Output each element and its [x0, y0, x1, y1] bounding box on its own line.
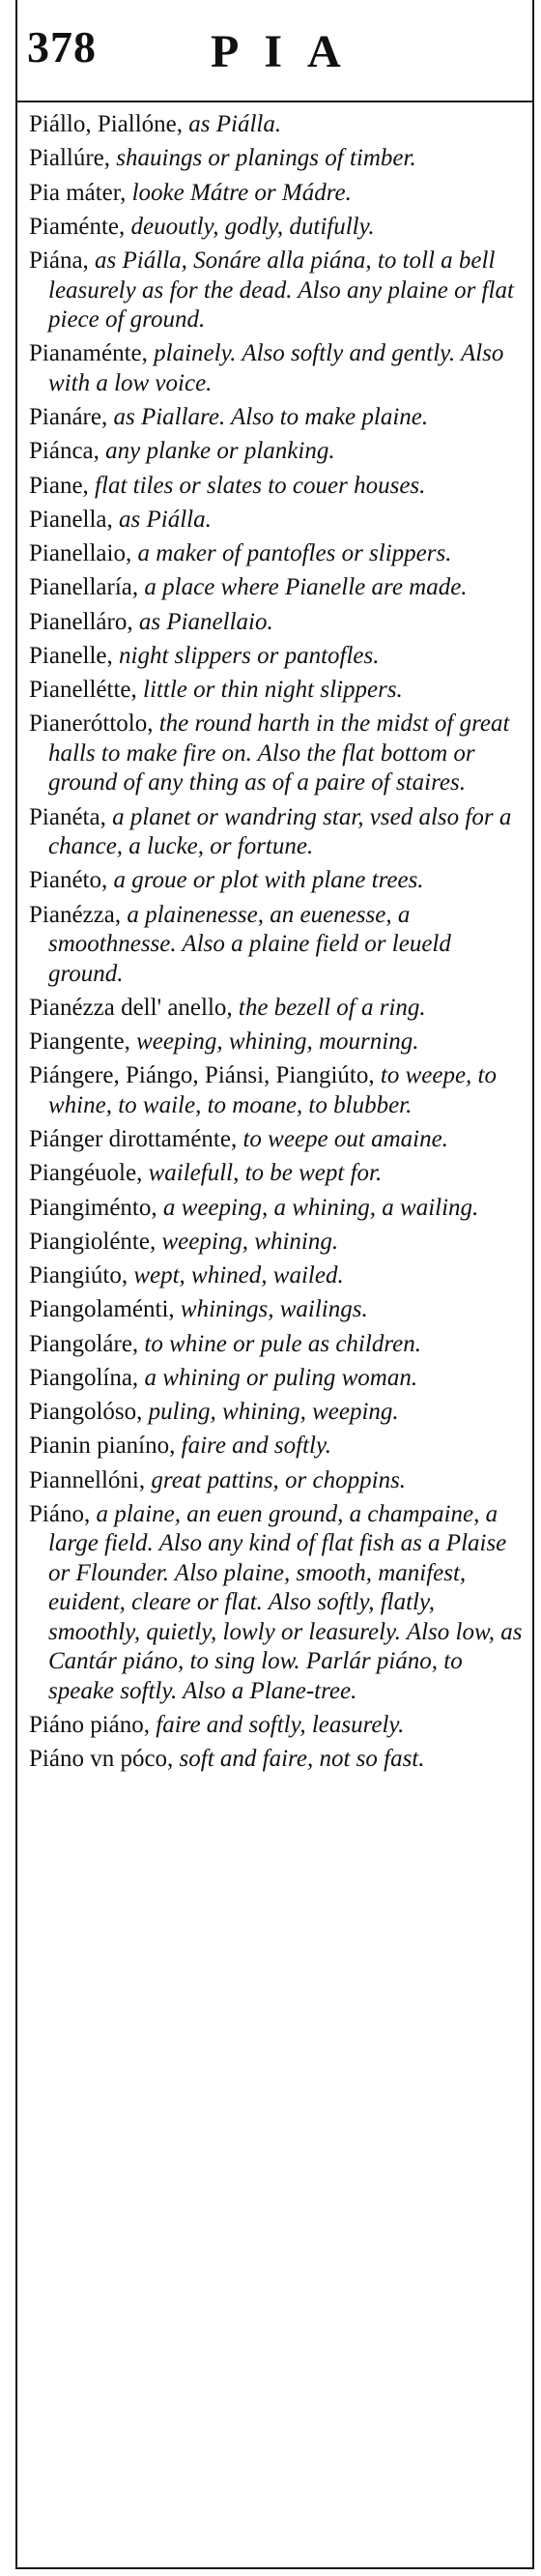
dictionary-entry: [29, 901, 527, 990]
entry-list: [29, 110, 527, 1780]
entry-headword: Pianáre,: [29, 404, 108, 430]
entry-headword: Piangolóso,: [29, 1399, 143, 1425]
dictionary-entry: [29, 1194, 527, 1224]
entry-headword: Pia máter,: [29, 179, 127, 206]
dictionary-entry: [29, 110, 527, 140]
dictionary-entry: [29, 179, 527, 209]
entry-headword: Piannellóni,: [29, 1466, 146, 1493]
entry-gloss: as Pianellaio.: [132, 608, 273, 635]
entry-gloss: great pattins, or choppins.: [145, 1466, 407, 1493]
dictionary-entry: [29, 1466, 527, 1496]
entry-gloss: any planke or planking.: [99, 438, 335, 465]
entry-headword: Piána,: [29, 247, 89, 274]
entry-gloss: faire and softly.: [175, 1433, 331, 1460]
dictionary-entry: [29, 1125, 527, 1155]
entry-gloss: weeping, whining.: [156, 1228, 339, 1255]
entry-headword: Pianellaría,: [29, 574, 139, 601]
entry-gloss: as Piálla.: [112, 506, 212, 533]
entry-headword: Pianézza dell' anello,: [29, 994, 233, 1021]
entry-gloss: soft and faire, not so fast.: [173, 1746, 425, 1773]
dictionary-entry: [29, 472, 527, 502]
entry-headword: Piáno,: [29, 1500, 91, 1527]
entry-gloss: to weepe, to whine, to waile, to moane, to blubber.: [48, 1062, 497, 1118]
entry-headword: Pianelláro,: [29, 608, 133, 635]
entry-headword: Piane,: [29, 472, 89, 499]
dictionary-entry: [29, 539, 527, 569]
entry-headword: Piangolína,: [29, 1364, 139, 1391]
dictionary-entry: [29, 506, 527, 535]
entry-headword: Piáno piáno,: [29, 1712, 150, 1738]
entry-headword: Piángere, Piángo, Piánsi, Piangiúto,: [29, 1062, 375, 1089]
dictionary-entry: [29, 1500, 527, 1707]
entry-gloss: as Piálla.: [183, 111, 282, 137]
dictionary-entry: [29, 1028, 527, 1057]
dictionary-entry: [29, 1745, 527, 1775]
dictionary-entry: [29, 1398, 527, 1428]
entry-gloss: whinings, wailings.: [174, 1296, 368, 1323]
dictionary-entry: [29, 709, 527, 798]
entry-headword: Piangolaménti,: [29, 1296, 175, 1323]
dictionary-entry: [29, 608, 527, 638]
dictionary-entry: [29, 1330, 527, 1360]
dictionary-entry: [29, 1364, 527, 1394]
entry-headword: Piangente,: [29, 1028, 130, 1055]
dictionary-entry: [29, 1228, 527, 1258]
entry-gloss: a whining or puling woman.: [138, 1364, 418, 1391]
dictionary-entry: [29, 676, 527, 706]
entry-gloss: weeping, whining, mourning.: [129, 1028, 419, 1055]
entry-gloss: a groue or plot with plane trees.: [107, 867, 424, 894]
entry-gloss: little or thin night slippers.: [136, 677, 403, 703]
entry-headword: Pianéta,: [29, 803, 106, 830]
entry-gloss: the bezell of a ring.: [232, 994, 426, 1021]
dictionary-entry: [29, 1159, 527, 1189]
dictionary-entry: [29, 573, 527, 603]
entry-gloss: to weepe out amaine.: [237, 1126, 448, 1152]
entry-headword: Piánger dirottaménte,: [29, 1126, 238, 1152]
entry-headword: Piangéuole,: [29, 1160, 143, 1187]
dictionary-entry: [29, 246, 527, 335]
dictionary-entry: [29, 1432, 527, 1462]
entry-headword: Pianin pianíno,: [29, 1433, 176, 1460]
entry-gloss: as Piallare. Also to make plaine.: [107, 404, 429, 430]
entry-gloss: plainely. Also softly and gently. Also with a low voice.: [48, 340, 504, 396]
entry-gloss: to whine or pule as children.: [138, 1330, 421, 1357]
entry-headword: Pianellétte,: [29, 677, 137, 703]
dictionary-entry: [29, 144, 527, 174]
entry-headword: Pianézza,: [29, 901, 122, 928]
entry-gloss: a place where Pianelle are made.: [138, 574, 468, 601]
entry-gloss: a plaine, an euen ground, a champaine, a large field. Also any kind of flat fish as a Plaise or Flounder. Also plaine, smooth, manifest, euident, cleare or flat. Also softly, flatly, smoothly, quietly, lowly or leasurely. Also low, as Cantár piáno, to sing low. Parlár piáno, to speake softly. Also a Plane-tree.: [48, 1500, 523, 1704]
entry-headword: Pianaménte,: [29, 340, 148, 367]
entry-gloss: wept, whined, wailed.: [128, 1262, 344, 1288]
entry-headword: Piangiúto,: [29, 1262, 128, 1288]
entry-headword: Piállo, Piallóne,: [29, 111, 184, 137]
running-head: PIA: [211, 26, 366, 77]
entry-gloss: as Piálla, Sonáre alla piána, to toll a bell leasurely as for the dead. Also any plaine or flat piece of ground.: [48, 247, 514, 333]
entry-headword: Piangoláre,: [29, 1330, 139, 1357]
dictionary-entry: [29, 437, 527, 467]
dictionary-entry: [29, 1061, 527, 1120]
entry-headword: Pianella,: [29, 506, 113, 533]
entry-gloss: looke Mátre or Mádre.: [126, 179, 352, 206]
entry-gloss: puling, whining, weeping.: [142, 1399, 399, 1425]
dictionary-entry: [29, 213, 527, 243]
dictionary-entry: [29, 1711, 527, 1741]
entry-headword: Pianéto,: [29, 867, 108, 894]
dictionary-entry: [29, 1261, 527, 1291]
dictionary-entry: [29, 1295, 527, 1325]
entry-headword: Piánca,: [29, 438, 100, 465]
entry-headword: Piaménte,: [29, 213, 126, 240]
entry-gloss: a maker of pantofles or slippers.: [131, 540, 452, 566]
entry-gloss: flat tiles or slates to couer houses.: [88, 472, 426, 499]
dictionary-entry: [29, 866, 527, 896]
entry-gloss: a weeping, a whining, a wailing.: [157, 1194, 479, 1221]
entry-gloss: the round harth in the midst of great halls to make fire on. Also the flat bottom or ground of any thing as of a paire of staires.: [48, 710, 510, 796]
entry-headword: Piallúre,: [29, 145, 111, 172]
dictionary-entry: [29, 403, 527, 433]
entry-gloss: a planet or wandring star, vsed also for a chance, a lucke, or fortune.: [48, 803, 512, 859]
page-header: [17, 0, 532, 102]
entry-gloss: shauings or planings of timber.: [110, 145, 416, 172]
entry-headword: Piangiolénte,: [29, 1228, 157, 1255]
entry-headword: Pianeróttolo,: [29, 710, 154, 738]
dictionary-entry: [29, 642, 527, 672]
entry-gloss: a plainenesse, an euenesse, a smoothnesse. Also a plaine field or leueld ground.: [48, 901, 451, 987]
entry-headword: Piáno vn póco,: [29, 1746, 174, 1773]
dictionary-entry: [29, 339, 527, 398]
entry-headword: Piangiménto,: [29, 1194, 157, 1221]
dictionary-entry: [29, 994, 527, 1024]
entry-headword: Pianelle,: [29, 642, 113, 669]
entry-gloss: night slippers or pantofles.: [112, 642, 380, 669]
entry-gloss: faire and softly, leasurely.: [150, 1712, 405, 1738]
entry-gloss: wailefull, to be wept for.: [142, 1160, 383, 1187]
dictionary-entry: [29, 803, 527, 862]
page-number: 378: [27, 22, 97, 72]
page-frame: [15, 0, 534, 2569]
entry-gloss: deuoutly, godly, dutifully.: [125, 213, 375, 240]
entry-headword: Pianellaio,: [29, 540, 132, 566]
